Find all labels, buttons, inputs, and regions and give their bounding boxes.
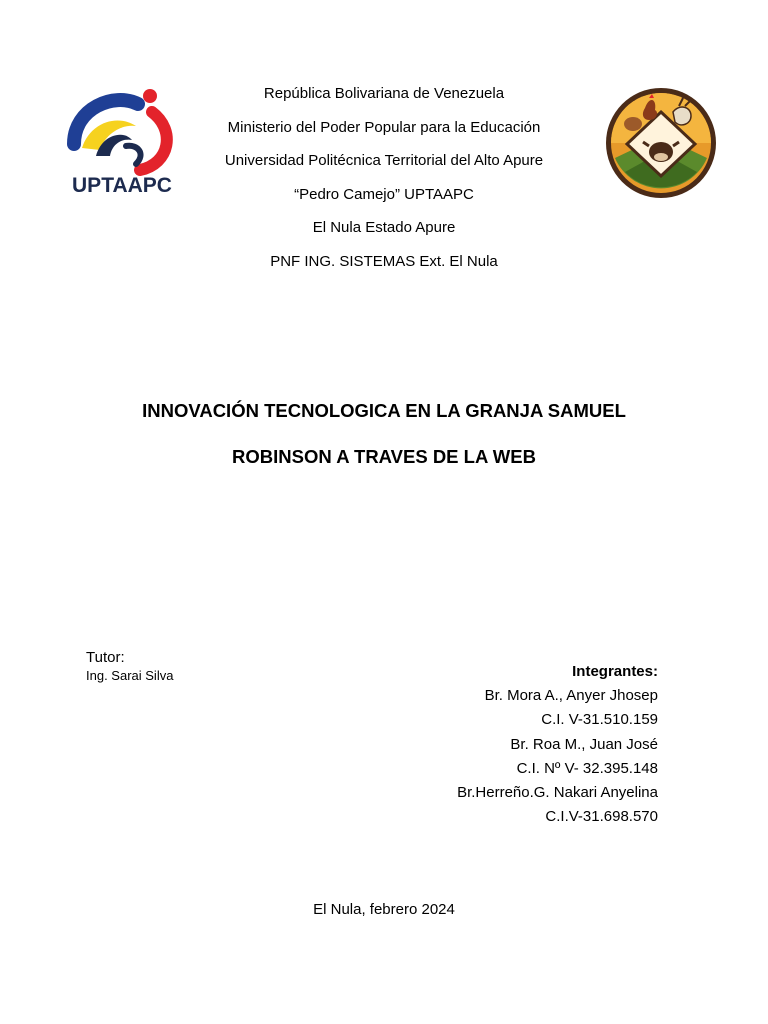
document-title	[60, 399, 708, 469]
tutor-label: Tutor:	[86, 649, 125, 666]
member-line: C.I. V-31.510.159	[541, 711, 658, 729]
member-line: Br. Roa M., Juan José	[510, 735, 658, 753]
institution-header	[184, 84, 584, 286]
tutor-block	[86, 648, 173, 683]
members-heading: Integrantes:	[572, 663, 658, 680]
uptaapc-logo	[66, 86, 178, 198]
header-line: Ministerio del Poder Popular para la Educación	[227, 118, 541, 136]
header-line: República Bolivariana de Venezuela	[263, 85, 505, 102]
members-block	[298, 660, 658, 829]
member-line: Br. Mora A., Anyer Jhosep	[484, 687, 658, 705]
header-line: El Nula Estado Apure	[312, 219, 456, 237]
farm-badge-logo	[599, 86, 723, 200]
place-date: El Nula, febrero 2024	[313, 901, 455, 918]
member-line: Br.Herreño.G. Nakari Anyelina	[457, 784, 658, 802]
member-line: C.I. Nº V- 32.395.148	[516, 759, 658, 777]
uptaapc-logo-text: UPTAAPC	[72, 174, 172, 197]
header-line: “Pedro Camejo” UPTAAPC	[294, 185, 474, 203]
header-line: Universidad Politécnica Territorial del Alto Apure	[224, 152, 544, 170]
tutor-name: Ing. Sarai Silva	[86, 668, 174, 683]
member-line: C.I.V-31.698.570	[545, 808, 658, 826]
header-line: PNF ING. SISTEMAS Ext. El Nula	[270, 252, 498, 270]
title-line-2: ROBINSON A TRAVES DE LA WEB	[232, 446, 536, 467]
title-line-1: INNOVACIÓN TECNOLOGICA EN LA GRANJA SAMUEL	[142, 400, 626, 421]
